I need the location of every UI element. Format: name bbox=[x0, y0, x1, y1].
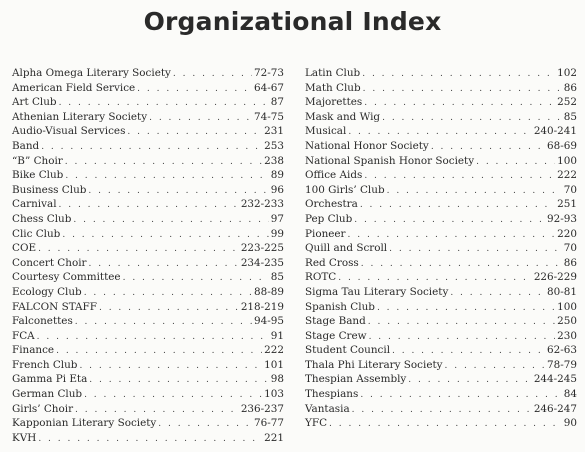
dot-leader bbox=[364, 96, 555, 111]
entry-pages: 72-73 bbox=[254, 67, 284, 79]
entry-pages: 236-237 bbox=[240, 402, 284, 415]
entry-name: Art Club bbox=[12, 96, 57, 109]
index-entry bbox=[12, 168, 284, 183]
entry-name: Spanish Club bbox=[305, 300, 375, 313]
index-entry bbox=[305, 372, 577, 387]
dot-leader bbox=[59, 198, 239, 213]
entry-name: Ecology Club bbox=[12, 285, 82, 298]
index-entry bbox=[12, 81, 284, 96]
entry-name: Alpha Omega Literary Society bbox=[12, 67, 171, 79]
dot-leader bbox=[62, 228, 268, 243]
index-entry bbox=[12, 416, 284, 431]
entry-name: Gamma Pi Eta bbox=[12, 373, 88, 386]
entry-name: Musical bbox=[305, 125, 347, 138]
entry-pages: 234-235 bbox=[240, 256, 284, 269]
entry-name: Girls’ Choir bbox=[12, 402, 74, 415]
index-entry bbox=[305, 81, 577, 96]
entry-name: FALCON STAFF bbox=[12, 300, 97, 313]
dot-leader bbox=[137, 82, 252, 97]
dot-leader bbox=[38, 242, 239, 257]
entry-pages: 218-219 bbox=[240, 300, 284, 313]
dot-leader bbox=[123, 271, 269, 286]
entry-pages: 86 bbox=[563, 256, 577, 269]
dot-leader bbox=[127, 125, 262, 140]
dot-leader bbox=[75, 403, 239, 418]
entry-name: Pep Club bbox=[305, 212, 353, 225]
entry-name: Chess Club bbox=[12, 212, 72, 225]
index-entry bbox=[305, 416, 577, 431]
entry-name: Thespian Assembly bbox=[305, 373, 407, 386]
index-entry bbox=[305, 285, 577, 300]
entry-pages: 70 bbox=[563, 183, 577, 196]
dot-leader bbox=[360, 388, 561, 403]
index-entry bbox=[305, 212, 577, 227]
entry-pages: 102 bbox=[557, 67, 577, 79]
entry-pages: 91 bbox=[270, 329, 284, 342]
dot-leader bbox=[158, 417, 252, 432]
entry-pages: 253 bbox=[264, 139, 284, 152]
index-entry bbox=[12, 270, 284, 285]
right-column bbox=[305, 66, 577, 431]
index-entry bbox=[305, 124, 577, 139]
dot-leader bbox=[361, 257, 562, 272]
dot-leader bbox=[75, 315, 252, 330]
index-entry bbox=[305, 139, 577, 154]
entry-name: FCA bbox=[12, 329, 35, 342]
entry-pages: 87 bbox=[270, 96, 284, 109]
dot-leader bbox=[88, 184, 268, 199]
index-entry bbox=[12, 139, 284, 154]
entry-name: Majorettes bbox=[305, 96, 363, 109]
dot-leader bbox=[352, 403, 532, 418]
entry-pages: 80-81 bbox=[547, 285, 577, 298]
index-entry bbox=[305, 95, 577, 110]
entry-pages: 92-93 bbox=[547, 212, 577, 225]
dot-leader bbox=[99, 301, 239, 316]
entry-pages: 97 bbox=[270, 212, 284, 225]
entry-pages: 90 bbox=[563, 417, 577, 430]
entry-name: Latin Club bbox=[305, 67, 361, 79]
index-entry bbox=[305, 241, 577, 256]
entry-name: Stage Band bbox=[305, 315, 366, 328]
entry-name: Clic Club bbox=[12, 227, 61, 240]
entry-name: French Club bbox=[12, 358, 78, 371]
index-entry bbox=[305, 168, 577, 183]
index-entry bbox=[305, 66, 577, 81]
entry-name: Quill and Scroll bbox=[305, 242, 388, 255]
entry-pages: 251 bbox=[557, 198, 577, 211]
dot-leader bbox=[369, 330, 556, 345]
entry-name: Falconettes bbox=[12, 315, 73, 328]
entry-name: ROTC bbox=[305, 271, 337, 284]
index-entry bbox=[12, 431, 284, 446]
entry-name: 100 Girls’ Club bbox=[305, 183, 385, 196]
dot-leader bbox=[387, 184, 562, 199]
entry-name: American Field Service bbox=[12, 81, 136, 94]
entry-pages: 68-69 bbox=[547, 139, 577, 152]
index-entry bbox=[305, 154, 577, 169]
entry-name: Band bbox=[12, 139, 40, 152]
index-entry bbox=[12, 227, 284, 242]
entry-pages: 230 bbox=[557, 329, 577, 342]
dot-leader bbox=[348, 228, 556, 243]
index-entry bbox=[12, 358, 284, 373]
index-entry bbox=[12, 314, 284, 329]
entry-name: German Club bbox=[12, 388, 83, 401]
entry-pages: 84 bbox=[563, 388, 577, 401]
entry-pages: 232-233 bbox=[240, 198, 284, 211]
index-entry bbox=[305, 110, 577, 125]
index-entry bbox=[12, 95, 284, 110]
entry-pages: 85 bbox=[270, 271, 284, 284]
dot-leader bbox=[450, 286, 545, 301]
entry-pages: 246-247 bbox=[533, 402, 577, 415]
index-entry bbox=[305, 227, 577, 242]
index-entry bbox=[305, 329, 577, 344]
dot-leader bbox=[377, 301, 555, 316]
dot-leader bbox=[79, 359, 262, 374]
index-entry bbox=[12, 241, 284, 256]
index-entry bbox=[305, 300, 577, 315]
index-entry bbox=[305, 343, 577, 358]
dot-leader bbox=[38, 432, 262, 447]
entry-pages: 78-79 bbox=[547, 358, 577, 371]
entry-name: Sigma Tau Literary Society bbox=[305, 285, 449, 298]
dot-leader bbox=[65, 155, 262, 170]
index-entry bbox=[12, 372, 284, 387]
entry-name: Vantasia bbox=[305, 402, 350, 415]
index-entry bbox=[305, 183, 577, 198]
dot-leader bbox=[363, 82, 562, 97]
entry-pages: 222 bbox=[557, 169, 577, 182]
dot-leader bbox=[56, 344, 262, 359]
dot-leader bbox=[41, 140, 262, 155]
index-entry bbox=[12, 329, 284, 344]
entry-name: Mask and Wig bbox=[305, 110, 381, 123]
entry-pages: 238 bbox=[264, 154, 284, 167]
entry-pages: 86 bbox=[563, 81, 577, 94]
entry-name: Kapponian Literary Society bbox=[12, 417, 157, 430]
index-entry bbox=[12, 402, 284, 417]
entry-pages: 74-75 bbox=[254, 110, 284, 123]
dot-leader bbox=[389, 242, 562, 257]
entry-pages: 76-77 bbox=[254, 417, 284, 430]
entry-pages: 94-95 bbox=[254, 315, 284, 328]
index-entry bbox=[12, 110, 284, 125]
entry-pages: 223-225 bbox=[240, 242, 284, 255]
entry-pages: 88-89 bbox=[254, 285, 284, 298]
dot-leader bbox=[84, 286, 252, 301]
dot-leader bbox=[392, 344, 545, 359]
entry-name: Pioneer bbox=[305, 227, 346, 240]
entry-pages: 250 bbox=[557, 315, 577, 328]
entry-name: Office Aids bbox=[305, 169, 363, 182]
entry-pages: 231 bbox=[264, 125, 284, 138]
index-entry bbox=[12, 256, 284, 271]
dot-leader bbox=[149, 111, 252, 126]
entry-pages: 70 bbox=[563, 242, 577, 255]
entry-pages: 240-241 bbox=[533, 125, 577, 138]
entry-pages: 222 bbox=[264, 344, 284, 357]
entry-name: Red Cross bbox=[305, 256, 359, 269]
entry-name: KVH bbox=[12, 431, 37, 444]
dot-leader bbox=[445, 359, 546, 374]
entry-name: Thespians bbox=[305, 388, 359, 401]
dot-leader bbox=[173, 67, 252, 82]
index-entry bbox=[305, 270, 577, 285]
index-entry bbox=[305, 314, 577, 329]
entry-pages: 98 bbox=[270, 373, 284, 386]
entry-pages: 64-67 bbox=[254, 81, 284, 94]
dot-leader bbox=[348, 125, 531, 140]
index-entry bbox=[12, 285, 284, 300]
dot-leader bbox=[84, 388, 262, 403]
entry-pages: 99 bbox=[270, 227, 284, 240]
entry-name: Carnival bbox=[12, 198, 57, 211]
entry-name: Audio-Visual Services bbox=[12, 125, 126, 138]
dot-leader bbox=[37, 330, 269, 345]
index-entry bbox=[305, 387, 577, 402]
dot-leader bbox=[362, 67, 555, 82]
dot-leader bbox=[476, 155, 555, 170]
dot-leader bbox=[360, 198, 555, 213]
dot-leader bbox=[73, 213, 268, 228]
dot-leader bbox=[338, 271, 532, 286]
dot-leader bbox=[65, 169, 268, 184]
entry-pages: 62-63 bbox=[547, 344, 577, 357]
entry-pages: 220 bbox=[557, 227, 577, 240]
entry-name: Bike Club bbox=[12, 169, 64, 182]
index-entry bbox=[305, 358, 577, 373]
index-entry bbox=[12, 300, 284, 315]
entry-name: “B” Choir bbox=[12, 154, 63, 167]
dot-leader bbox=[354, 213, 545, 228]
index-entry bbox=[305, 197, 577, 212]
entry-name: Courtesy Committee bbox=[12, 271, 121, 284]
entry-pages: 100 bbox=[557, 300, 577, 313]
entry-name: Math Club bbox=[305, 81, 361, 94]
entry-pages: 89 bbox=[270, 169, 284, 182]
dot-leader bbox=[89, 373, 268, 388]
index-entry bbox=[12, 124, 284, 139]
entry-name: COE bbox=[12, 242, 37, 255]
entry-name: Stage Crew bbox=[305, 329, 367, 342]
entry-pages: 244-245 bbox=[533, 373, 577, 386]
entry-name: Thala Phi Literary Society bbox=[305, 358, 443, 371]
index-entry bbox=[12, 183, 284, 198]
dot-leader bbox=[89, 257, 239, 272]
entry-pages: 252 bbox=[557, 96, 577, 109]
entry-name: Student Council bbox=[305, 344, 391, 357]
entry-name: Business Club bbox=[12, 183, 87, 196]
index-entry bbox=[305, 256, 577, 271]
index-entry bbox=[12, 343, 284, 358]
entry-pages: 85 bbox=[563, 110, 577, 123]
entry-pages: 221 bbox=[264, 431, 284, 444]
index-entry bbox=[12, 197, 284, 212]
dot-leader bbox=[364, 169, 555, 184]
entry-pages: 101 bbox=[264, 358, 284, 371]
dot-leader bbox=[382, 111, 562, 126]
left-column bbox=[12, 66, 284, 445]
entry-name: Finance bbox=[12, 344, 55, 357]
entry-name: National Spanish Honor Society bbox=[305, 154, 475, 167]
entry-name: Orchestra bbox=[305, 198, 358, 211]
dot-leader bbox=[431, 140, 545, 155]
index-entry bbox=[12, 387, 284, 402]
index-entry bbox=[12, 154, 284, 169]
index-entry bbox=[12, 212, 284, 227]
entry-pages: 96 bbox=[270, 183, 284, 196]
dot-leader bbox=[408, 373, 532, 388]
entry-pages: 103 bbox=[264, 388, 284, 401]
page-title: Organizational Index bbox=[143, 7, 442, 36]
entry-name: Athenian Literary Society bbox=[12, 110, 148, 123]
entry-name: YFC bbox=[305, 417, 328, 430]
dot-leader bbox=[368, 315, 555, 330]
dot-leader bbox=[329, 417, 562, 432]
index-entry bbox=[305, 402, 577, 417]
entry-name: National Honor Society bbox=[305, 139, 429, 152]
dot-leader bbox=[59, 96, 269, 111]
entry-pages: 226-229 bbox=[533, 271, 577, 284]
entry-pages: 100 bbox=[557, 154, 577, 167]
entry-name: Concert Choir bbox=[12, 256, 87, 269]
index-entry bbox=[12, 66, 284, 81]
